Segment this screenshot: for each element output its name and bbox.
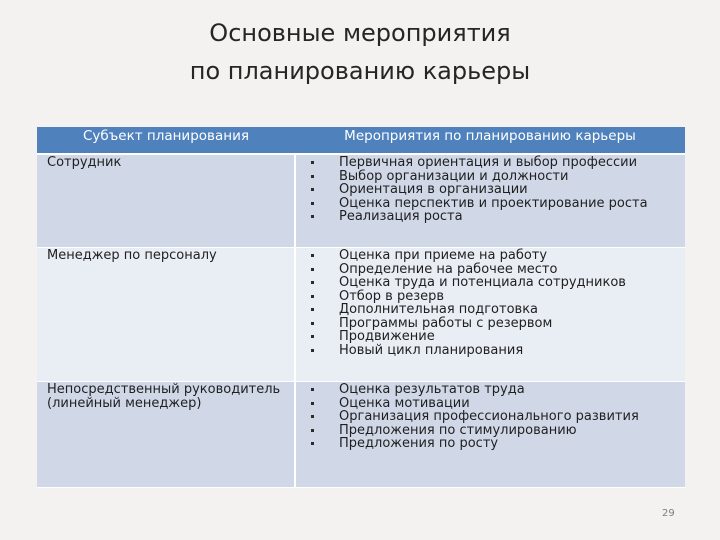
bullet-icon bbox=[311, 388, 314, 391]
subject-cell bbox=[37, 154, 295, 248]
bullet-icon bbox=[311, 281, 314, 284]
subject-label: Сотрудник bbox=[47, 155, 122, 170]
list-item bbox=[306, 183, 677, 197]
header-subject-label: Субъект планирования bbox=[82, 128, 249, 144]
activity-text: Новый цикл планирования bbox=[339, 342, 524, 358]
bullet-icon bbox=[311, 254, 314, 257]
activity-text: Предложения по стимулированию bbox=[339, 422, 577, 438]
list-item bbox=[306, 424, 677, 438]
list-item bbox=[306, 397, 677, 411]
activity-text: Предложения по росту bbox=[339, 436, 499, 451]
list-item bbox=[306, 383, 677, 397]
career-planning-table bbox=[37, 127, 685, 488]
list-item bbox=[306, 210, 677, 224]
subject-label: Менеджер по персоналу bbox=[47, 248, 217, 263]
bullet-icon bbox=[311, 175, 314, 178]
activity-text: Дополнительная подготовка bbox=[339, 302, 539, 317]
table-row-employee bbox=[37, 154, 685, 248]
activity-text: Реализация роста bbox=[339, 209, 463, 224]
list-item bbox=[306, 303, 677, 317]
bullet-icon bbox=[311, 215, 314, 218]
activity-text: Оценка мотивации bbox=[339, 395, 470, 411]
activity-text: Программы работы с резервом bbox=[339, 315, 553, 331]
bullet-icon bbox=[311, 415, 314, 418]
bullet-icon bbox=[311, 402, 314, 405]
slide-title-line-1: Основные мероприятия bbox=[209, 19, 511, 47]
list-item bbox=[306, 330, 677, 344]
activities-cell bbox=[295, 154, 685, 248]
page-number: 29 bbox=[662, 508, 675, 519]
subject-label: Непосредственный руководитель (линейный менеджер) bbox=[47, 382, 281, 411]
bullet-icon bbox=[311, 442, 314, 445]
list-item bbox=[306, 276, 677, 290]
subject-cell bbox=[37, 382, 295, 488]
bullet-icon bbox=[311, 188, 314, 191]
bullet-icon bbox=[311, 295, 314, 298]
list-item bbox=[306, 410, 677, 424]
activity-text: Ориентация в организации bbox=[339, 182, 528, 197]
subject-cell bbox=[37, 248, 295, 382]
list-item bbox=[306, 290, 677, 304]
list-item bbox=[306, 249, 677, 263]
activity-text: Оценка труда и потенциала сотрудников bbox=[339, 275, 626, 290]
table-header-row bbox=[37, 127, 685, 154]
slide-title bbox=[0, 14, 720, 90]
bullet-icon bbox=[311, 268, 314, 271]
list-item bbox=[306, 263, 677, 277]
bullet-icon bbox=[311, 349, 314, 352]
activities-cell bbox=[295, 248, 685, 382]
bullet-icon bbox=[311, 335, 314, 338]
activity-text: Оценка при приеме на работу bbox=[339, 248, 548, 263]
table-row-hr-manager bbox=[37, 248, 685, 382]
activities-list bbox=[306, 383, 677, 451]
activity-text: Организация профессионального развития bbox=[339, 409, 639, 424]
activities-list bbox=[306, 156, 677, 224]
list-item bbox=[306, 170, 677, 184]
bullet-icon bbox=[311, 429, 314, 432]
table-row-line-manager bbox=[37, 382, 685, 488]
bullet-icon bbox=[311, 202, 314, 205]
activity-text: Выбор организации и должности bbox=[339, 168, 569, 184]
activity-text: Продвижение bbox=[339, 329, 435, 344]
list-item bbox=[306, 156, 677, 170]
activity-text: Первичная ориентация и выбор профессии bbox=[339, 155, 638, 170]
bullet-icon bbox=[311, 308, 314, 311]
list-item bbox=[306, 344, 677, 358]
bullet-icon bbox=[311, 322, 314, 325]
list-item bbox=[306, 317, 677, 331]
slide-title-line-2: по планированию карьеры bbox=[189, 57, 531, 85]
activity-text: Определение на рабочее место bbox=[339, 261, 558, 277]
list-item bbox=[306, 437, 677, 451]
header-activities-label: Мероприятия по планированию карьеры bbox=[344, 128, 636, 144]
activity-text: Отбор в резерв bbox=[339, 288, 445, 304]
header-activities bbox=[295, 127, 685, 154]
bullet-icon bbox=[311, 161, 314, 164]
activities-cell bbox=[295, 382, 685, 488]
header-subject bbox=[37, 127, 295, 154]
list-item bbox=[306, 197, 677, 211]
activities-list bbox=[306, 249, 677, 357]
activity-text: Оценка результатов труда bbox=[339, 382, 525, 397]
activity-text: Оценка перспектив и проектирование роста bbox=[339, 195, 648, 211]
